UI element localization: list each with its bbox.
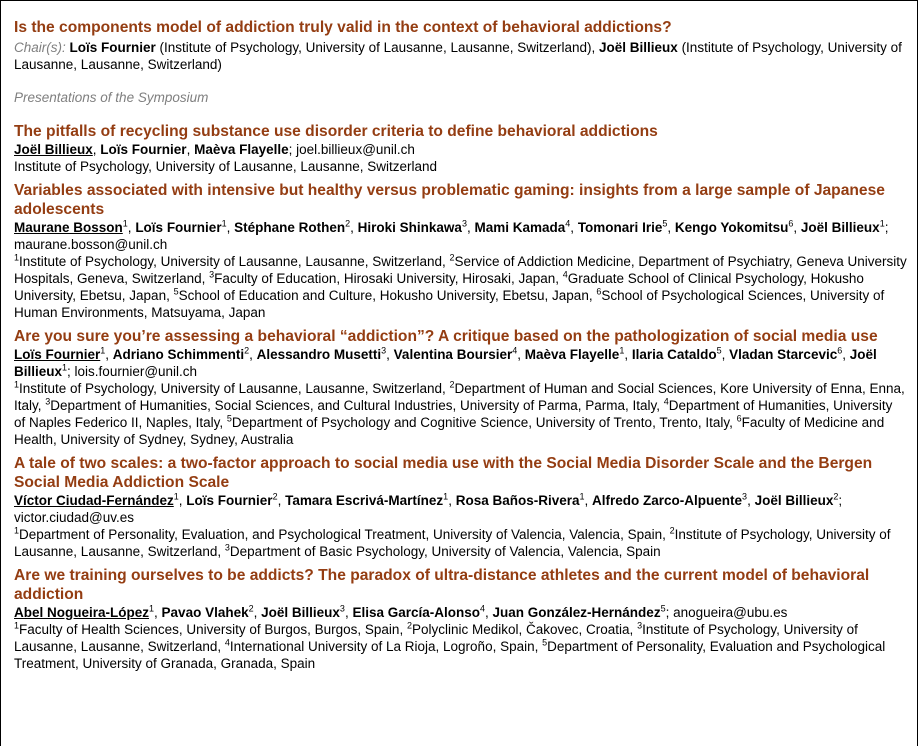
chairs-line — [14, 39, 907, 73]
author-name: Maèva Flayelle — [524, 347, 620, 362]
author-sup: 1 — [879, 218, 885, 229]
chair-affiliation: (Institute of Psychology, University of Lausanne, Lausanne, Switzerland), — [155, 40, 600, 55]
author-name: Tamara Escrivá-Martínez — [285, 493, 444, 508]
author-sup: 2 — [272, 491, 278, 502]
affiliation-sup: 2 — [449, 379, 455, 390]
chair-label: Chair(s): — [14, 40, 66, 55]
affiliations — [14, 380, 907, 448]
affiliations — [14, 526, 907, 560]
author-name: Alfredo Zarco-Alpuente — [592, 493, 743, 508]
author-email: lois.fournier@unil.ch — [74, 364, 198, 379]
presentations-label: Presentations of the Symposium — [14, 90, 209, 105]
author-sup: 4 — [512, 345, 518, 356]
author-name: Maèva Flayelle — [194, 142, 289, 157]
talk — [14, 454, 907, 560]
affiliation-text: Department of Basic Psychology, University of Valencia, Valencia, Spain — [229, 544, 661, 559]
affiliation-text: Department of Humanities, Social Sciences, and Cultural Industries, University of Parma, Parma, Italy, — [50, 398, 664, 413]
author-sup: 3 — [461, 218, 467, 229]
author-sup: 5 — [660, 603, 666, 614]
author-name: Kengo Yokomitsu — [674, 220, 789, 235]
author-name: Mami Kamada — [474, 220, 566, 235]
talk-list — [14, 122, 907, 672]
author-sup: 5 — [716, 345, 722, 356]
affiliation-text: Department of Humanities, University of Naples Federico II, Naples, Italy, — [14, 398, 893, 430]
affiliation-text: Department of Psychology and Cognitive Science, University of Trento, Trento, Italy, — [231, 415, 737, 430]
author-name: Elisa García-Alonso — [352, 605, 480, 620]
affiliation-sup: 6 — [596, 286, 602, 297]
author-sup: 6 — [837, 345, 843, 356]
presenting-author: Loïs Fournier — [14, 347, 101, 362]
presenting-author: Joël Billieux — [14, 142, 93, 157]
author-sup: 3 — [339, 603, 345, 614]
affiliation-sup: 1 — [14, 525, 20, 536]
chair-affiliation: (Institute of Psychology, University of Lausanne, Lausanne, Switzerland) — [14, 40, 902, 72]
talk — [14, 181, 907, 321]
author-name: Ilaria Cataldo — [631, 347, 717, 362]
affiliations — [14, 621, 907, 672]
author-line: Abel Nogueira-López$^1$, Pavao Vlahek$^2$, Joël Billieux$^3$, Elisa García-Alonso$^4$, Juan González-Hernández$^5$; anogueira@ubu.es — [14, 603, 788, 620]
affiliation-text: Graduate School of Clinical Psychology, Hokusho University, Ebetsu, Japan, — [14, 271, 864, 303]
affiliation-text: Institute of Psychology, University of Lausanne, Lausanne, Switzerland, — [14, 622, 858, 654]
talk-title: Variables associated with intensive but healthy versus problematic gaming: insights from a large sample of Japanese adolescents — [14, 182, 885, 218]
affiliation-sup: 5 — [173, 286, 179, 297]
affiliation-sup: 6 — [736, 413, 742, 424]
author-name: Joël Billieux — [261, 605, 340, 620]
author-name: Adriano Schimmenti — [112, 347, 245, 362]
author-email: joel.billieux@unil.ch — [296, 142, 415, 157]
affiliation-sup: 5 — [226, 413, 232, 424]
author-name: Alessandro Musetti — [256, 347, 382, 362]
author-sup: 1 — [619, 345, 625, 356]
author-name: Joël Billieux — [800, 220, 880, 235]
author-line: Maurane Bosson$^1$, Loïs Fournier$^1$, Stéphane Rothen$^2$, Hiroki Shinkawa$^3$, Mami Kamada$^4$, Tomonari Irie$^5$, Kengo Yokomitsu$^6$, Joël Billieux$^1$; maurane.bosson@unil.ch — [14, 218, 889, 252]
author-sup: 1 — [443, 491, 449, 502]
author-sup: 6 — [788, 218, 794, 229]
affiliation-sup: 5 — [542, 637, 548, 648]
author-name: Loïs Fournier — [100, 142, 187, 157]
author-sup: 2 — [345, 218, 351, 229]
affiliation-text: Institute of Psychology, University of Lausanne, Lausanne, Switzerland, — [19, 381, 450, 396]
author-sup: 1 — [173, 491, 179, 502]
affiliation-sup: 3 — [637, 620, 643, 631]
author-sup: 1 — [62, 362, 68, 373]
affiliation-sup: 3 — [224, 542, 230, 553]
author-sup: 4 — [480, 603, 486, 614]
symposium-title: Is the components model of addiction truly valid in the context of behavioral addictions? — [14, 19, 672, 36]
presenting-author: Víctor Ciudad-Fernández — [14, 493, 174, 508]
author-name: Pavao Vlahek — [161, 605, 249, 620]
talk — [14, 327, 907, 448]
affiliation-sup: 3 — [45, 396, 51, 407]
author-name: Rosa Baños-Rivera — [455, 493, 580, 508]
author-name: Valentina Boursier — [393, 347, 513, 362]
affiliation-text: Institute of Psychology, University of Lausanne, Lausanne, Switzerland, — [14, 527, 891, 559]
affiliation-text: Department of Human and Social Sciences, Kore University of Enna, Enna, Italy, — [14, 381, 905, 413]
affiliation-text: Service of Addiction Medicine, Department of Psychiatry, Geneva University Hospitals, Geneva, Switzerland, — [14, 254, 907, 286]
author-line: Loïs Fournier$^1$, Adriano Schimmenti$^2$, Alessandro Musetti$^3$, Valentina Boursier$^4$, Maèva Flayelle$^1$, Ilaria Cataldo$^5$, Vladan Starcevic$^6$, Joël Billieux$^1$; lois.fournier@unil.ch — [14, 345, 877, 379]
affiliation-text: Faculty of Medicine and Health, University of Sydney, Sydney, Australia — [14, 415, 885, 447]
presenting-author: Abel Nogueira-López — [14, 605, 150, 620]
author-name: Hiroki Shinkawa — [357, 220, 462, 235]
affiliation-text: Faculty of Health Sciences, University of Burgos, Burgos, Spain, — [19, 622, 407, 637]
chair-name: Joël Billieux — [599, 40, 678, 55]
affiliation-sup: 4 — [562, 269, 568, 280]
affiliation-text: Faculty of Education, Hirosaki University, Hirosaki, Japan, — [214, 271, 563, 286]
author-name: Loïs Fournier — [186, 493, 273, 508]
affiliations — [14, 158, 907, 175]
author-sup: 1 — [149, 603, 155, 614]
affiliations — [14, 253, 907, 321]
chair-name: Loïs Fournier — [69, 40, 156, 55]
affiliation-sup: 1 — [14, 620, 20, 631]
author-email: maurane.bosson@unil.ch — [14, 237, 168, 252]
author-sup: 2 — [244, 345, 250, 356]
author-sup: 2 — [833, 491, 839, 502]
affiliation-text: School of Education and Culture, Hokusho University, Ebetsu, Japan, — [178, 288, 597, 303]
affiliation-text: School of Psychological Sciences, University of Human Environments, Matsuyama, Japan — [14, 288, 885, 320]
author-email: victor.ciudad@uv.es — [14, 510, 135, 525]
author-sup: 1 — [579, 491, 585, 502]
affiliation-sup: 3 — [209, 269, 215, 280]
author-name: Vladan Starcevic — [729, 347, 838, 362]
author-sup: 3 — [742, 491, 748, 502]
affiliation-text: Polyclinic Medikol, Čakovec, Croatia, — [411, 622, 638, 637]
author-email: anogueira@ubu.es — [673, 605, 788, 620]
talk-title: Are we training ourselves to be addicts? The paradox of ultra-distance athletes and the current model of behavioral addiction — [14, 567, 870, 603]
affiliation-sup: 4 — [663, 396, 669, 407]
author-name: Joël Billieux — [14, 347, 877, 379]
author-sup: 1 — [100, 345, 106, 356]
affiliation-sup: 1 — [14, 379, 20, 390]
affiliation-sup: 1 — [14, 252, 20, 263]
author-name: Loïs Fournier — [135, 220, 222, 235]
affiliation-sup: 2 — [406, 620, 412, 631]
talk — [14, 566, 907, 672]
affiliation-sup: 2 — [669, 525, 675, 536]
affiliation-sup: 2 — [449, 252, 455, 263]
author-sup: 2 — [248, 603, 254, 614]
author-sup: 5 — [662, 218, 668, 229]
author-sup: 3 — [381, 345, 387, 356]
author-line: Joël Billieux, Loïs Fournier, Maèva Flayelle; joel.billieux@unil.ch — [14, 142, 415, 157]
author-line: Víctor Ciudad-Fernández$^1$, Loïs Fournier$^2$, Tamara Escrivá-Martínez$^1$, Rosa Baños-Rivera$^1$, Alfredo Zarco-Alpuente$^3$, Joël Billieux$^2$; victor.ciudad@uv.es — [14, 491, 843, 525]
talk-title: Are you sure you’re assessing a behavioral “addiction”? A critique based on the pathologization of social media use — [14, 328, 878, 345]
affiliation-sup: 4 — [224, 637, 230, 648]
affiliation-text: Institute of Psychology, University of Lausanne, Lausanne, Switzerland — [14, 159, 437, 174]
affiliation-text: Institute of Psychology, University of Lausanne, Lausanne, Switzerland, — [19, 254, 450, 269]
author-sup: 1 — [122, 218, 128, 229]
author-name: Stéphane Rothen — [234, 220, 346, 235]
author-sup: 4 — [565, 218, 571, 229]
author-name: Tomonari Irie — [577, 220, 663, 235]
affiliation-text: Department of Personality, Evaluation and Psychological Treatment, University of Granada, Granada, Spain — [14, 639, 886, 671]
talk-title: The pitfalls of recycling substance use disorder criteria to define behavioral addictions — [14, 123, 658, 140]
talk — [14, 122, 907, 175]
affiliation-text: International University of La Rioja, Logroño, Spain, — [229, 639, 543, 654]
affiliation-text: Department of Personality, Evaluation, and Psychological Treatment, University of Valencia, Valencia, Spain, — [19, 527, 670, 542]
presenting-author: Maurane Bosson — [14, 220, 123, 235]
author-name: Joël Billieux — [754, 493, 834, 508]
talk-title: A tale of two scales: a two-factor approach to social media use with the Social Media Disorder Scale and the Bergen Social Media Addiction Scale — [14, 455, 873, 491]
author-name: Juan González-Hernández — [492, 605, 661, 620]
author-sup: 1 — [221, 218, 227, 229]
